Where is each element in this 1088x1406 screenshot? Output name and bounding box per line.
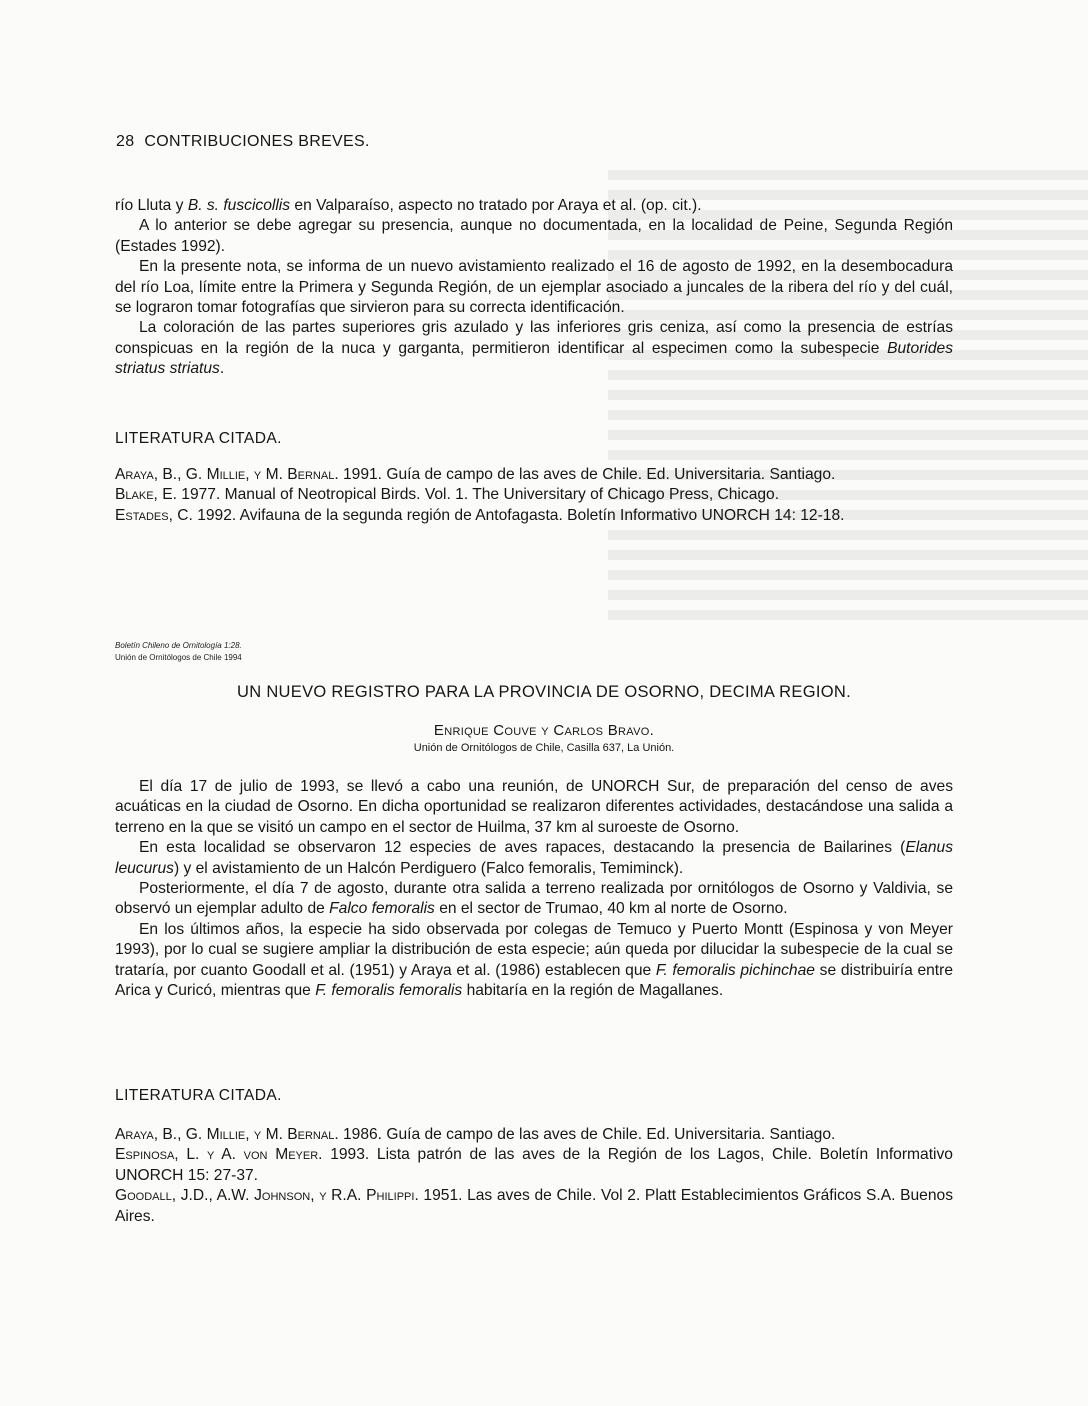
text-run: se distribuiría entre Arica y Curicó, mientras que	[115, 961, 953, 1000]
reference-author: Araya, B., G. Millie, y M. Bernal.	[115, 1126, 339, 1143]
text-run: En la presente nota, se informa de un nuevo avistamiento realizado el 16 de agosto de 1992, en la desembocadura del río Loa, límite entre la Primera y Segunda Región, de un ejemplar asociado a juncales de la ribera del río y del cuál, se lograron tomar fotografías que sirvieron para su correcta identificación.	[115, 258, 953, 317]
reference-text: 1991. Guía de campo de las aves de Chile. Ed. Universitaria. Santiago.	[338, 466, 836, 483]
reference-text: 1977. Manual of Neotropical Birds. Vol. 1. The Universitary of Chicago Press, Chicago.	[176, 486, 780, 504]
journal-note	[115, 640, 242, 664]
italic-text: Falco femoralis	[329, 900, 435, 918]
reference-entry	[115, 1145, 953, 1186]
reference-author: Goodall, J.D., A.W. Johnson, y R.A. Philippi.	[115, 1187, 419, 1205]
reference-text: 1951. Las aves de Chile. Vol 2. Platt Establecimientos Gráficos S.A. Buenos Aires.	[115, 1187, 953, 1225]
text-run: A lo anterior se debe agregar su presencia, aunque no documentada, en la localidad de Peine, Segunda Región (Estades 1992).	[115, 217, 953, 255]
italic-text: Elanus leucurus	[115, 839, 953, 877]
text-run: El día 17 de julio de 1993, se llevó a cabo una reunión, de UNORCH Sur, de preparación del censo de aves acuáticas en la ciudad de Osorno. En dicha oportunidad se realizaron diferentes actividades, destacándose una salida a terreno en la que se visitó un campo en el sector de Huilma, 37 km al suroeste de Osorno.	[115, 778, 953, 836]
reference-entry	[115, 506, 953, 526]
reference-text: 1986. Guía de campo de las aves de Chile. Ed. Universitaria. Santiago.	[338, 1126, 836, 1143]
paragraph	[115, 879, 953, 920]
reference-entry	[115, 465, 953, 485]
text-run: río Lluta y	[115, 197, 188, 214]
italic-text: B. s. fuscicollis	[187, 197, 291, 214]
text-run: En esta localidad se observaron 12 especies de aves rapaces, destacando la presencia de Bailarines (	[139, 839, 906, 857]
text-run: en Valparaíso, aspecto no tratado por Araya et al. (op. cit.).	[290, 197, 702, 214]
running-header	[116, 133, 370, 151]
running-title: CONTRIBUCIONES BREVES.	[144, 133, 370, 150]
text-run: En los últimos años, la especie ha sido observada por colegas de Temuco y Puerto Montt (Espinosa y von Meyer 1993), por lo cual se sugiere ampliar la distribución de esta especie; aún queda por dilucidar la subespecie de la cual se trataría, por cuanto Goodall et al. (1951) y Araya et al. (1986) establecen que	[115, 920, 953, 979]
reference-author: Araya, B., G. Millie, y M. Bernal.	[115, 466, 339, 483]
paragraph	[115, 257, 953, 318]
literature-heading-1: LITERATURA CITADA.	[115, 430, 282, 447]
reference-entry	[115, 1186, 953, 1227]
paragraph	[115, 838, 953, 879]
second-article-body	[115, 777, 953, 1001]
paragraph	[115, 777, 953, 838]
first-article-body	[115, 196, 953, 380]
paragraph	[115, 216, 953, 257]
paragraph	[115, 920, 953, 1002]
reference-author: Estades, C.	[115, 506, 193, 524]
text-run: Posteriormente, el día 7 de agosto, durante otra salida a terreno realizada por ornitólogos de Osorno y Valdivia, se observó un ejemplar adulto de	[115, 880, 953, 918]
reference-author: Espinosa, L. y A. von Meyer.	[115, 1146, 323, 1164]
article-affiliation: Unión de Ornitólogos de Chile, Casilla 637, La Unión.	[413, 742, 675, 754]
paragraph	[115, 196, 953, 216]
paragraph	[115, 318, 953, 379]
page-number: 28	[116, 133, 135, 150]
text-run: La coloración de las partes superiores gris azulado y las inferiores gris ceniza, así como la presencia de estrías conspicuas en la región de la nuca y garganta, permitieron identificar al especimen como la subespecie	[115, 319, 953, 357]
reference-text: 1993. Lista patrón de las aves de la Región de los Lagos, Chile. Boletín Informativo UNORCH 15: 27-37.	[115, 1146, 953, 1184]
reference-text: 1992. Avifauna de la segunda región de Antofagasta. Boletín Informativo UNORCH 14: 12-18.	[192, 506, 845, 524]
reference-list-1	[115, 465, 953, 526]
article-title: UN NUEVO REGISTRO PARA LA PROVINCIA DE OSORNO, DECIMA REGION.	[237, 683, 851, 701]
reference-entry	[115, 485, 953, 505]
reference-entry	[115, 1125, 953, 1145]
journal-publisher: Unión de Ornitólogos de Chile 1994	[115, 653, 242, 662]
italic-text: F. femoralis pichinchae	[655, 961, 815, 979]
text-run: en el sector de Trumao, 40 km al norte de Osorno.	[434, 900, 788, 918]
article-authors: Enrique Couve y Carlos Bravo.	[433, 722, 655, 739]
italic-text: Butorides striatus striatus	[115, 339, 953, 378]
italic-text: F. femoralis femoralis	[315, 982, 463, 1000]
literature-heading-2: LITERATURA CITADA.	[115, 1087, 282, 1104]
journal-citation: Boletín Chileno de Ornitología 1:28.	[115, 641, 242, 650]
reference-author: Blake, E.	[115, 486, 177, 504]
text-run: habitaría en la región de Magallanes.	[462, 982, 724, 1000]
reference-list-2	[115, 1125, 953, 1227]
text-run: .	[219, 360, 225, 378]
text-run: ) y el avistamiento de un Halcón Perdiguero (Falco femoralis, Temiminck).	[173, 859, 684, 877]
